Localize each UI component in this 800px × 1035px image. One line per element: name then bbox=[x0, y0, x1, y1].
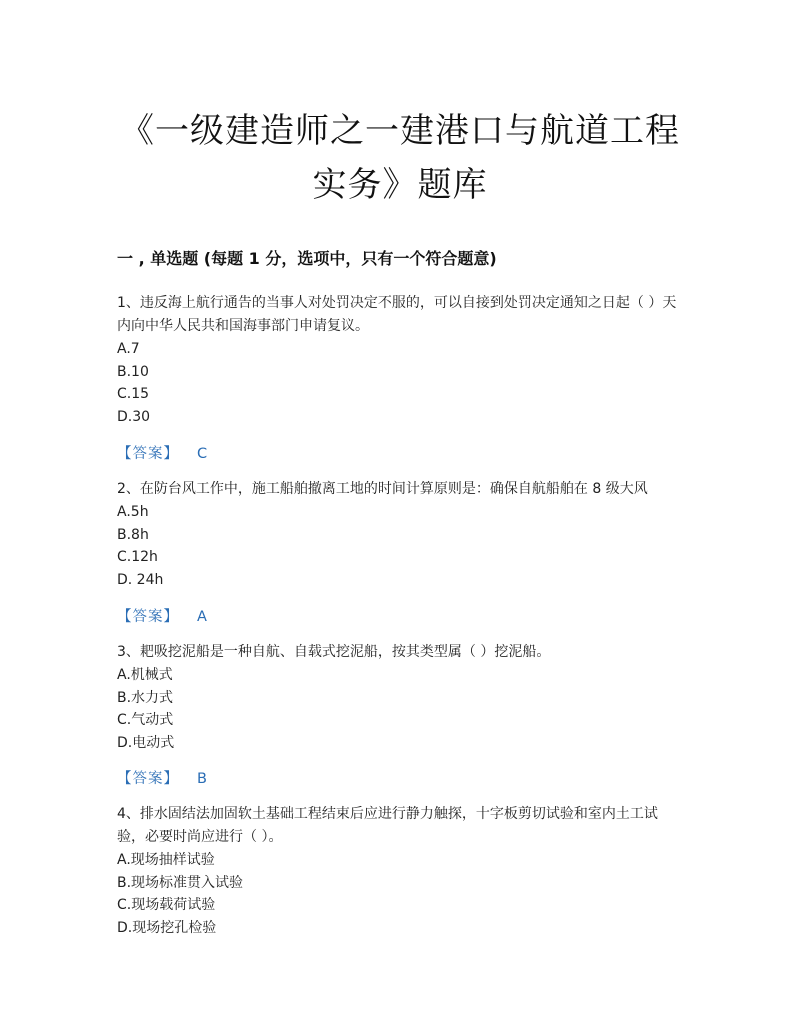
option-c: C.现场载荷试验 bbox=[117, 897, 216, 914]
option-c: C.15 bbox=[117, 386, 150, 403]
answer-value: B bbox=[197, 771, 208, 787]
answer-value: A bbox=[197, 609, 208, 625]
option-a: A.机械式 bbox=[117, 667, 173, 683]
option-a: A.5h bbox=[117, 504, 149, 520]
question-stem: 4、排水固结法加固软土基础工程结束后应进行静力触探，十字板剪切试验和室内土工试验，必要时尚应进行（ ）。 bbox=[117, 806, 658, 845]
option-d: D.现场挖孔检验 bbox=[117, 920, 217, 937]
section-heading: 一 , 单选题 (每题 1 分，选项中，只有一个符合题意) bbox=[117, 249, 497, 268]
title-line-1: 《一级建造师之一建港口与航道工程 bbox=[120, 111, 680, 151]
option-b: B.8h bbox=[117, 526, 149, 543]
question-stem: 3、耙吸挖泥船是一种自航、自载式挖泥船，按其类型属（ ）挖泥船。 bbox=[117, 644, 551, 660]
option-d: D.电动式 bbox=[117, 735, 175, 752]
question-2 bbox=[117, 478, 677, 592]
option-b: B.水力式 bbox=[117, 689, 174, 706]
answer-label: 【答案】 bbox=[117, 609, 179, 625]
option-a: A.7 bbox=[117, 341, 140, 357]
question-1 bbox=[117, 292, 677, 429]
answer-1 bbox=[117, 442, 208, 463]
title-line-2: 实务》题库 bbox=[312, 165, 488, 205]
option-d: D.30 bbox=[117, 409, 151, 426]
answer-label: 【答案】 bbox=[117, 771, 179, 787]
document-title bbox=[60, 104, 740, 212]
option-c: C.12h bbox=[117, 549, 158, 566]
question-stem: 2、在防台风工作中，施工船舶撤离工地的时间计算原则是：确保自航船舶在 8 级大风 bbox=[117, 481, 648, 497]
question-stem: 1、违反海上航行通告的当事人对处罚决定不服的，可以自接到处罚决定通知之日起（ ）天内向中华人民共和国海事部门申请复议。 bbox=[117, 295, 677, 334]
answer-3 bbox=[117, 767, 208, 788]
answer-value: C bbox=[197, 446, 209, 462]
answer-2 bbox=[117, 605, 208, 626]
question-4 bbox=[117, 803, 677, 940]
option-d: D. 24h bbox=[117, 572, 164, 589]
option-b: B.现场标准贯入试验 bbox=[117, 874, 244, 891]
option-a: A.现场抽样试验 bbox=[117, 852, 215, 868]
option-c: C.气动式 bbox=[117, 712, 174, 729]
option-b: B.10 bbox=[117, 363, 149, 380]
question-3 bbox=[117, 641, 677, 755]
answer-label: 【答案】 bbox=[117, 446, 179, 462]
